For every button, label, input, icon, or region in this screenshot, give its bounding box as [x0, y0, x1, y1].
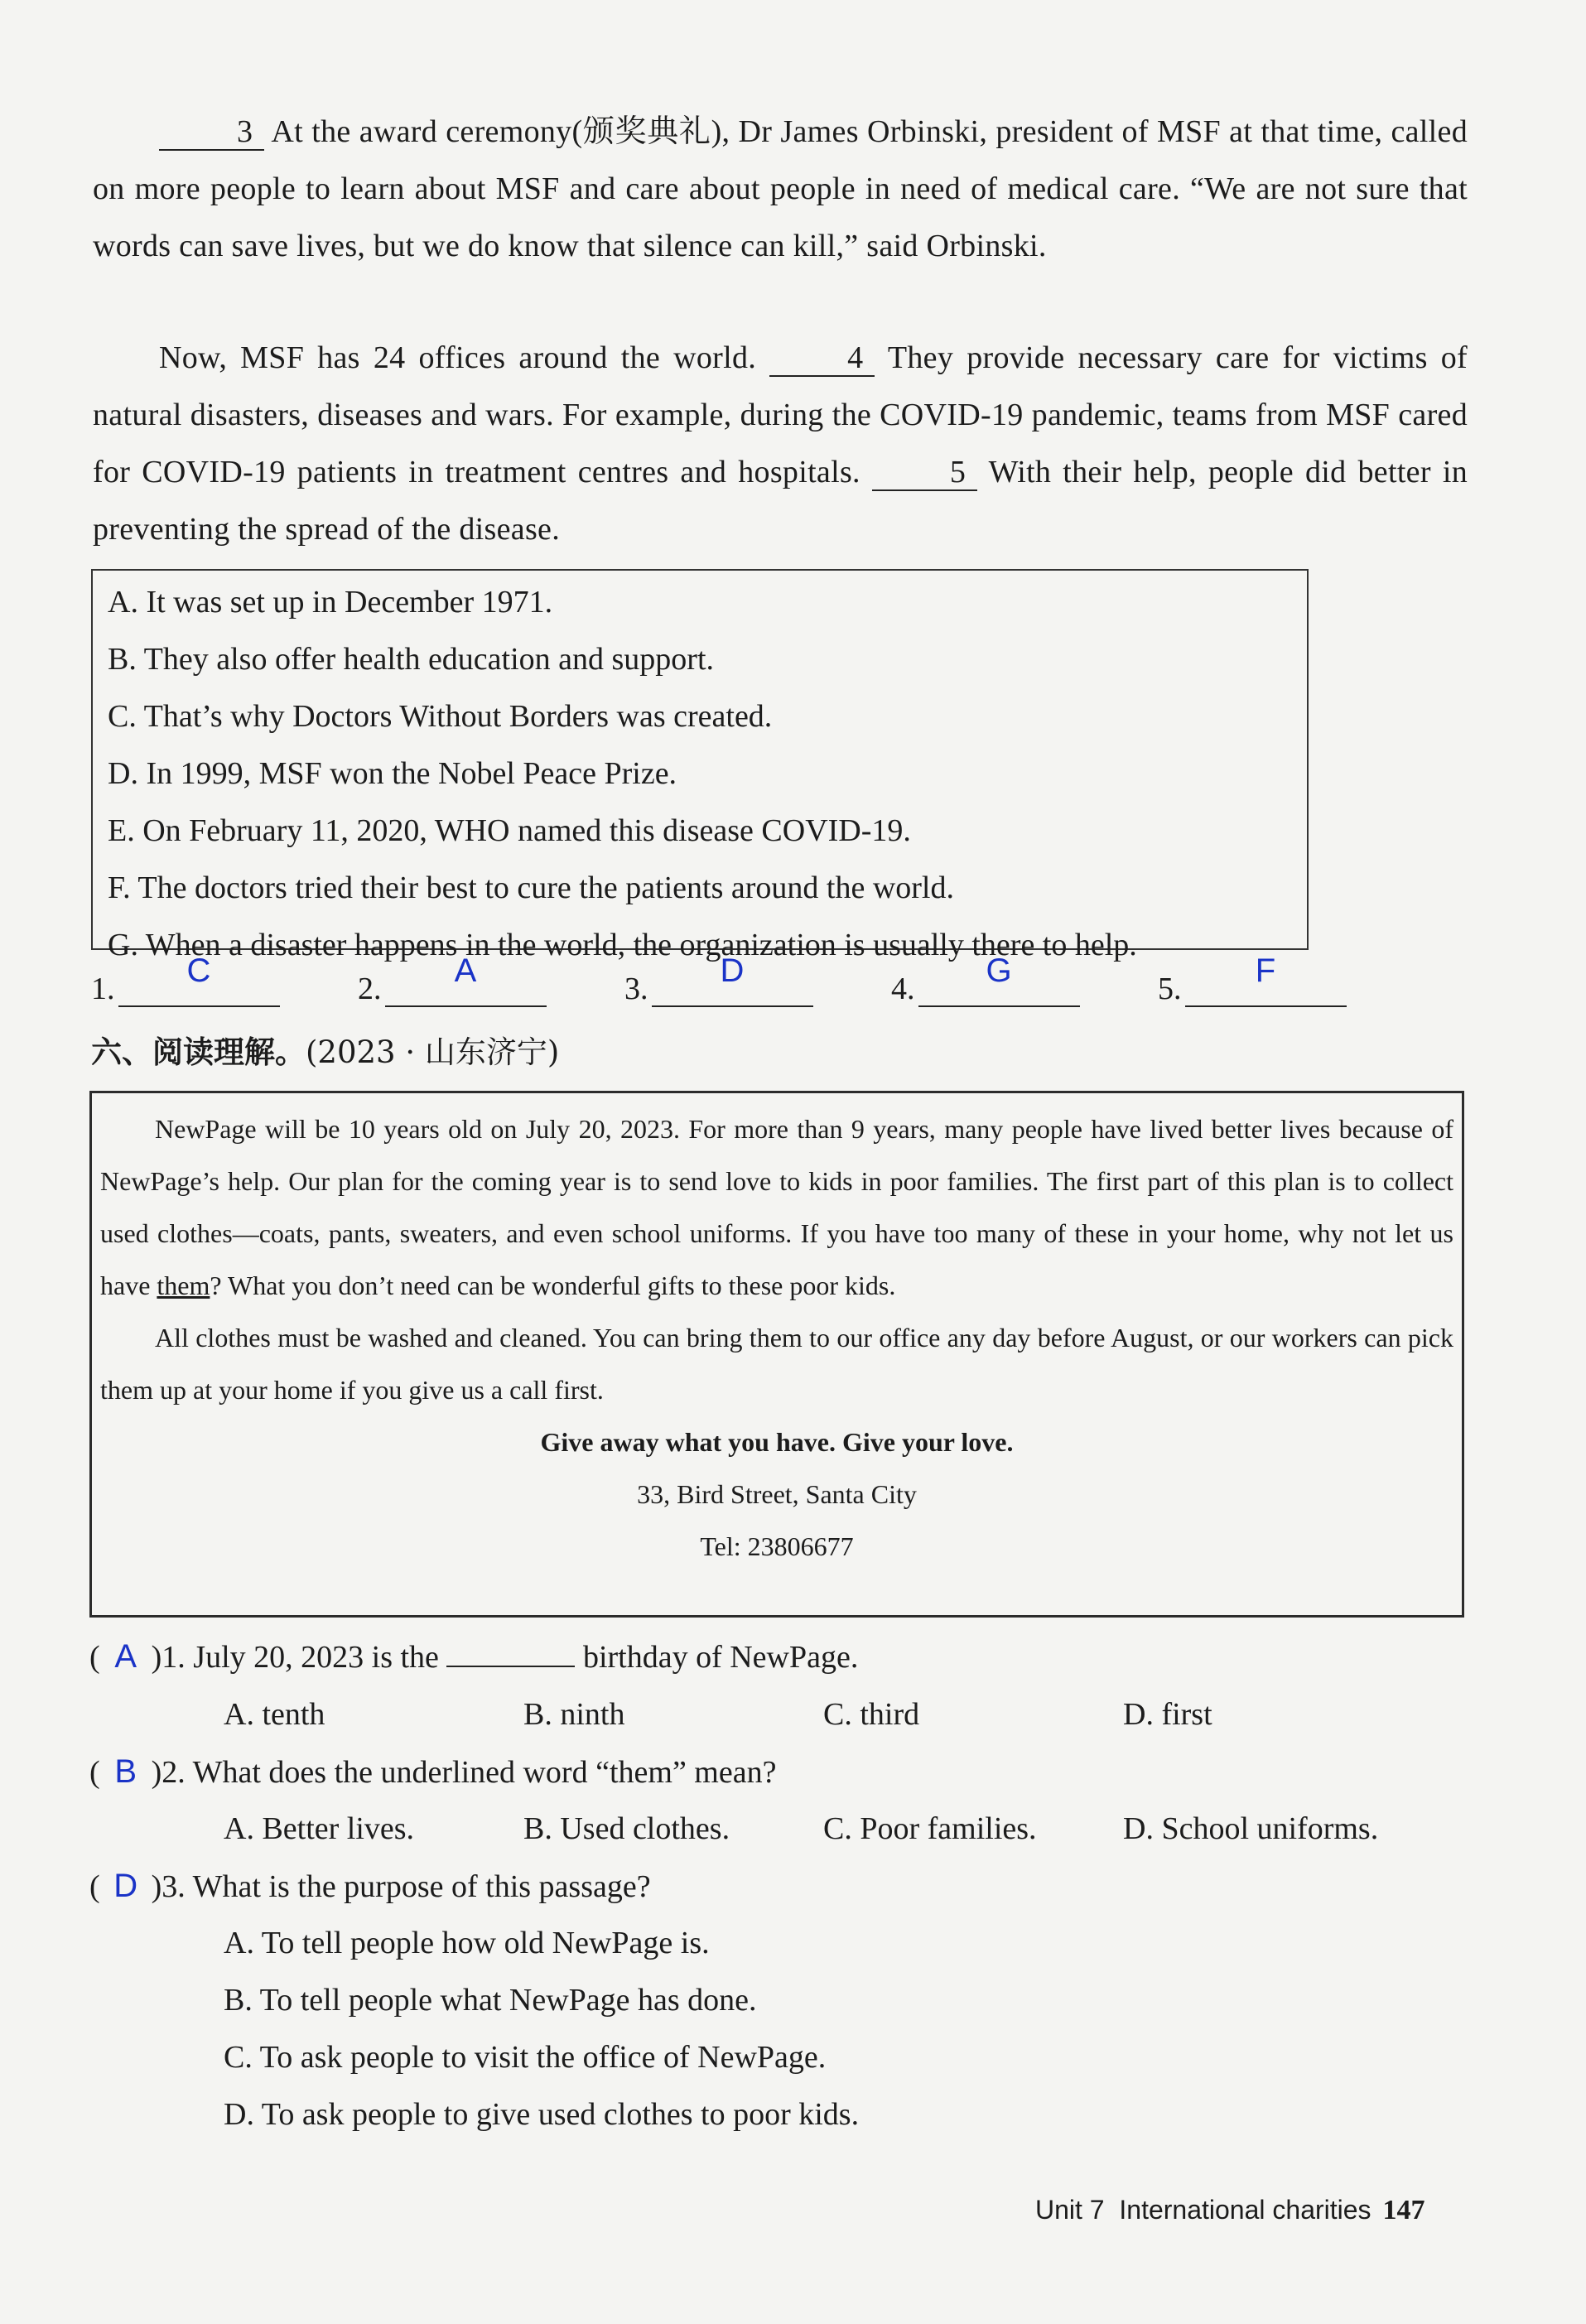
answer-value: C	[186, 952, 211, 989]
choice[interactable]: B. To tell people what NewPage has done.	[224, 1983, 757, 2018]
blank-4: 4	[769, 340, 875, 377]
answer-value: A	[454, 952, 477, 989]
answer-1	[91, 952, 280, 1007]
question-answer: D	[113, 1868, 138, 1904]
passage-paragraph-2	[93, 330, 1468, 558]
question-blank	[446, 1632, 575, 1667]
underlined-word: them	[157, 1270, 210, 1300]
question-stem-end: birthday of NewPage.	[582, 1640, 859, 1675]
option-a: A. It was set up in December 1971.	[108, 585, 553, 620]
answer-value: G	[986, 952, 1012, 989]
answer-5	[1158, 952, 1347, 1007]
answer-field[interactable]	[118, 952, 280, 1007]
question-2: ( B )2. What does the underlined word “them” mean?	[89, 1747, 776, 1797]
answer-number: 1.	[91, 972, 115, 1006]
option-f: F. The doctors tried their best to cure the patients around the world.	[108, 870, 954, 905]
answer-slot[interactable]	[100, 1861, 152, 1912]
paragraph-1-text: At the award ceremony(颁奖典礼), Dr James Orbinski, president of MSF at that time, called on more people to learn about MSF and care about people in need of medical care. “We are not sure that words can save lives, but we do know that silence can kill,” said Orbinski.	[93, 114, 1468, 263]
answer-number: 2.	[358, 972, 382, 1006]
choice[interactable]: B. Used clothes.	[523, 1811, 730, 1846]
paragraph-2-text-c: With their help, people did better in preventing the spread of the disease.	[93, 455, 1468, 547]
answer-number: 3.	[624, 972, 648, 1006]
notice-paragraph-2: All clothes must be washed and cleaned. You can bring them to our office any day before August, or our workers can pick them up at your home if you give us a call first.	[100, 1323, 1453, 1405]
notice-address: 33, Bird Street, Santa City	[637, 1479, 917, 1509]
choice[interactable]: C. To ask people to visit the office of NewPage.	[224, 2040, 827, 2075]
answer-field[interactable]	[918, 952, 1080, 1007]
question-answer: B	[114, 1753, 137, 1790]
answer-value: F	[1255, 952, 1276, 989]
option-g: G. When a disaster happens in the world, the organization is usually there to help.	[108, 928, 1137, 962]
choice[interactable]: A. To tell people how old NewPage is.	[224, 1926, 710, 1960]
passage-paragraph-1	[93, 104, 1468, 275]
section-title	[91, 1027, 559, 1072]
choice[interactable]: D. School uniforms.	[1123, 1811, 1379, 1846]
question-1-choices	[224, 1690, 1423, 1739]
footer-unit: Unit 7	[1035, 2195, 1105, 2225]
answer-field[interactable]	[385, 952, 547, 1007]
choice[interactable]: C. third	[823, 1697, 920, 1732]
choice[interactable]: D. first	[1123, 1697, 1212, 1732]
choice[interactable]: A. Better lives.	[224, 1811, 415, 1846]
option-d: D. In 1999, MSF won the Nobel Peace Prize.	[108, 756, 677, 791]
answer-number: 5.	[1158, 972, 1182, 1006]
notice-text: ? What you don’t need can be wonderful gifts to these poor kids.	[210, 1270, 896, 1300]
paragraph-2-text-b: They provide necessary care for victims of natural disasters, diseases and wars. For example, during the COVID-19 pandemic, teams from MSF cared for COVID-19 patients in treatment centres and hospitals.	[93, 340, 1468, 489]
answer-3	[624, 952, 813, 1007]
answer-slot[interactable]	[100, 1747, 152, 1797]
choice[interactable]: C. Poor families.	[823, 1811, 1037, 1846]
question-stem: )3. What is the purpose of this passage?	[151, 1869, 651, 1904]
choice[interactable]: B. ninth	[523, 1697, 625, 1732]
page-footer	[1035, 2195, 1425, 2226]
option-b: B. They also offer health education and support.	[108, 642, 715, 677]
choice[interactable]: D. To ask people to give used clothes to poor kids.	[224, 2097, 860, 2132]
question-3-choices	[224, 1915, 859, 2143]
footer-title: International charities	[1119, 2195, 1371, 2225]
notice-paragraph-1	[100, 1103, 1453, 1312]
question-3: ( D )3. What is the purpose of this passage?	[89, 1861, 651, 1912]
option-c: C. That’s why Doctors Without Borders was created.	[108, 699, 773, 734]
paragraph-2-text-a: Now, MSF has 24 offices around the world.	[159, 340, 757, 375]
page-number: 147	[1382, 2195, 1425, 2225]
answer-number: 4.	[891, 972, 915, 1006]
section-source: (2023 · 山东济宁)	[306, 1034, 560, 1070]
answer-row	[91, 952, 1383, 1019]
answer-value: D	[720, 952, 745, 989]
blank-5: 5	[872, 455, 977, 491]
answer-field[interactable]	[652, 952, 813, 1007]
answer-slot[interactable]	[100, 1632, 152, 1682]
question-stem: )1. July 20, 2023 is the	[151, 1640, 439, 1675]
answer-4	[891, 952, 1080, 1007]
question-answer: A	[114, 1638, 137, 1675]
notice-box	[89, 1091, 1464, 1618]
blank-3: 3	[159, 114, 264, 151]
answer-2	[358, 952, 547, 1007]
options-box	[91, 569, 1309, 962]
choice[interactable]: A. tenth	[224, 1697, 325, 1732]
option-e: E. On February 11, 2020, WHO named this disease COVID-19.	[108, 813, 911, 848]
question-1: ( A )1. July 20, 2023 is the birthday of NewPage.	[89, 1632, 858, 1682]
notice-text: NewPage will be 10 years old on July 20, 2023. For more than 9 years, many people have lived better lives because of NewPage’s help. Our plan for the coming year is to send love to kids in poor families. The first part of this plan is to collect used clothes—coats, pants, sweaters, and even school uniforms. If you have too many of these in your home, why not let us have	[100, 1114, 1453, 1300]
notice-phone: Tel: 23806677	[700, 1531, 854, 1561]
notice-slogan: Give away what you have. Give your love.	[540, 1427, 1014, 1457]
section-heading: 六、阅读理解。	[91, 1034, 306, 1070]
question-2-choices	[224, 1804, 1423, 1854]
answer-field[interactable]	[1185, 952, 1347, 1007]
question-stem: )2. What does the underlined word “them” mean?	[151, 1755, 777, 1790]
